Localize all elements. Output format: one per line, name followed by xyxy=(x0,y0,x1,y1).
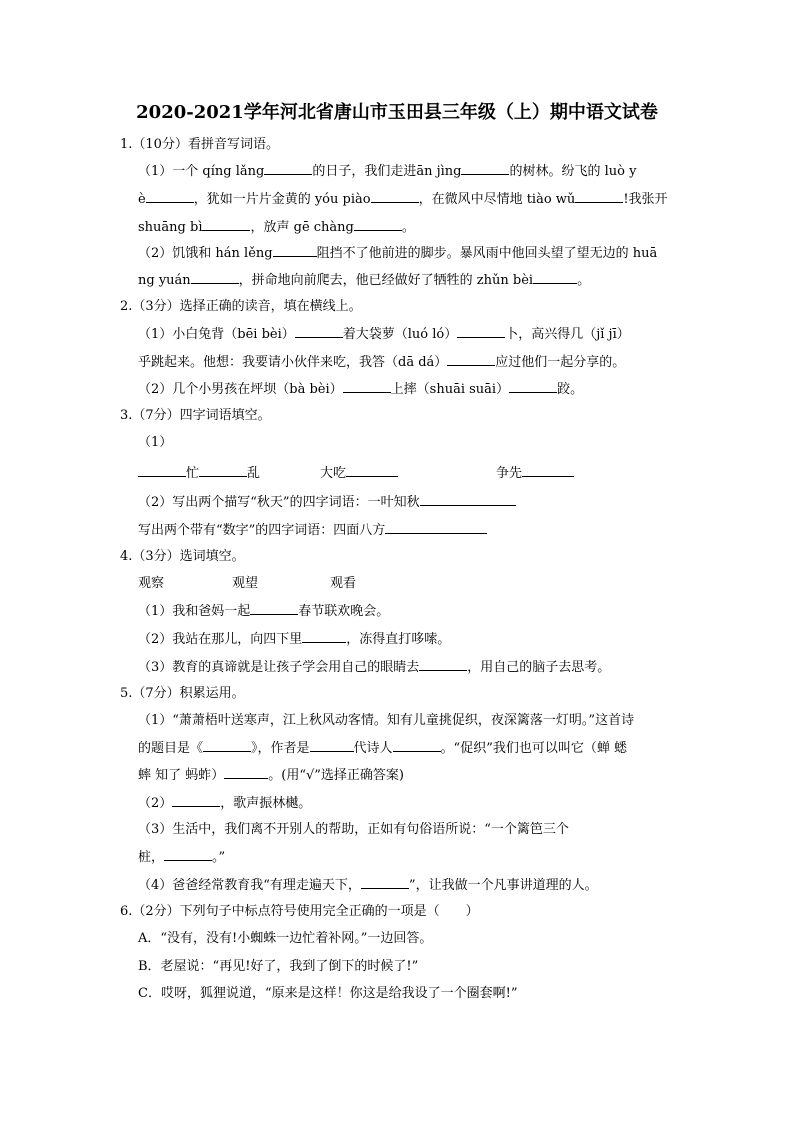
answer-blank[interactable] xyxy=(295,325,343,338)
answer-blank[interactable] xyxy=(393,739,441,752)
answer-blank[interactable] xyxy=(457,325,505,338)
q5-line-1: （1）“萧萧梧叶送寒声，江上秋风动客情。知有儿童挑促织，夜深篱落一灯明。”这首诗 xyxy=(138,713,635,728)
q5-line-5: （3）生活中，我们离不开别人的帮助，正如有句俗语所说：“一个篱笆三个 xyxy=(138,822,569,837)
answer-blank[interactable] xyxy=(354,218,402,231)
answer-blank[interactable] xyxy=(343,380,391,393)
q3-line-3: （2）写出两个描写“秋天”的四字词语：一叶知秋 xyxy=(138,493,516,512)
q3-line-4: 写出两个带有“数字”的四字词语：四面八方 xyxy=(138,521,487,540)
answer-blank[interactable] xyxy=(461,162,509,175)
q5-line-2: 的题目是《 》，作者是 代诗人 。“促织”我们也可以叫它（蝉 蟋 xyxy=(138,741,627,756)
answer-blank[interactable] xyxy=(533,271,577,284)
answer-blank[interactable] xyxy=(419,658,467,671)
q3-line-2: 忙 乱 大吃 争先 xyxy=(138,464,574,483)
answer-blank[interactable] xyxy=(224,766,268,779)
q1-line-2: è ，犹如一片片金黄的 yóu piào ，在微风中尽情地 tiào wǔ !我张开 xyxy=(138,192,668,207)
q1-line-1: （1）一个 qíng lǎng 的日子，我们走进ān jìng 的树林。纷飞的 luò y xyxy=(138,164,637,179)
q4-line-1: （1）我和爸妈一起 春节联欢晚会。 xyxy=(138,604,390,619)
answer-blank[interactable] xyxy=(199,464,247,477)
word-option: 观看 xyxy=(330,576,357,591)
word-option: 观察 xyxy=(138,576,165,591)
q1-heading: 1.（10分）看拼音写词语。 xyxy=(120,137,279,152)
q5-line-6: 桩， 。” xyxy=(138,850,226,865)
q6-option-b[interactable]: B．老屋说：“再见!好了，我到了倒下的时候了!” xyxy=(138,959,419,974)
q4-line-2: （2）我站在那儿，向四下里 ，冻得直打哆嗦。 xyxy=(138,632,451,647)
q2-line-3: （2）几个小男孩在坪坝（bà bèi） 上摔（shuāi suāi） 跤。 xyxy=(138,382,584,397)
answer-blank[interactable] xyxy=(385,521,487,534)
answer-blank[interactable] xyxy=(191,271,239,284)
q2-line-1: （1）小白兔背（bēi bèi） 着大袋萝（luó ló） 卜，高兴得几（jǐ jī） xyxy=(138,327,630,342)
q5-line-7: （4）爸爸经常教育我“有理走遍天下， ”，让我做一个凡事讲道理的人。 xyxy=(138,878,598,893)
q6-option-a[interactable]: A．“没有，没有!小蜘蛛一边忙着补网。”一边回答。 xyxy=(138,931,433,946)
answer-blank[interactable] xyxy=(203,739,251,752)
word-option: 观望 xyxy=(232,576,259,591)
answer-blank[interactable] xyxy=(361,876,409,889)
q5-line-4: （2） ，歌声振林樾。 xyxy=(138,796,312,811)
q5-line-3: 蟀 知了 蚂蚱） 。(用“√”选择正确答案) xyxy=(138,768,404,783)
answer-blank[interactable] xyxy=(302,630,346,643)
answer-blank[interactable] xyxy=(138,464,186,477)
q1-line-4: （2）饥饿和 hán lěng 阻挡不了他前进的脚步。暴风雨中他回头望了望无边的 huā xyxy=(138,246,658,261)
exam-title: 2020-2021学年河北省唐山市玉田县三年级（上）期中语文试卷 xyxy=(136,102,658,123)
q2-line-2: 乎跳起来。他想：我要请小伙伴来吃，我答（dā dá） 应过他们一起分享的。 xyxy=(138,355,626,370)
answer-blank[interactable] xyxy=(250,602,298,615)
q4-line-3: （3）教育的真谛就是让孩子学会用自己的眼睛去 ，用自己的脑子去思考。 xyxy=(138,660,611,675)
answer-blank[interactable] xyxy=(172,794,220,807)
q4-heading: 4.（3分）选词填空。 xyxy=(120,549,245,564)
answer-blank[interactable] xyxy=(575,190,623,203)
q3-heading: 3.（7分）四字词语填空。 xyxy=(120,408,271,423)
q6-heading: 6.（2分）下列句子中标点符号使用完全正确的一项是（ ） xyxy=(120,904,479,919)
answer-blank[interactable] xyxy=(264,162,312,175)
answer-blank[interactable] xyxy=(447,353,495,366)
answer-blank[interactable] xyxy=(202,218,250,231)
answer-blank[interactable] xyxy=(273,244,317,257)
q2-heading: 2.（3分）选择正确的读音，填在横线上。 xyxy=(120,299,362,314)
q1-line-5: ng yuán ，拼命地向前爬去，他已经做好了牺牲的 zhǔn bèi 。 xyxy=(138,273,591,288)
q3-line-1: （1） xyxy=(138,435,173,450)
answer-blank[interactable] xyxy=(146,190,194,203)
q4-word-options xyxy=(138,575,356,593)
answer-blank[interactable] xyxy=(420,493,516,506)
q1-line-3: shuāng bì ，放声 gē chàng 。 xyxy=(138,220,415,235)
answer-blank[interactable] xyxy=(509,380,557,393)
answer-blank[interactable] xyxy=(522,464,574,477)
answer-blank[interactable] xyxy=(371,190,419,203)
answer-blank[interactable] xyxy=(346,464,398,477)
answer-blank[interactable] xyxy=(164,848,212,861)
q5-heading: 5.（7分）积累运用。 xyxy=(120,686,245,701)
answer-blank[interactable] xyxy=(310,739,354,752)
q6-option-c[interactable]: C．哎呀，狐狸说道，“原来是这样！你这是给我设了一个圈套啊!” xyxy=(138,986,518,1001)
